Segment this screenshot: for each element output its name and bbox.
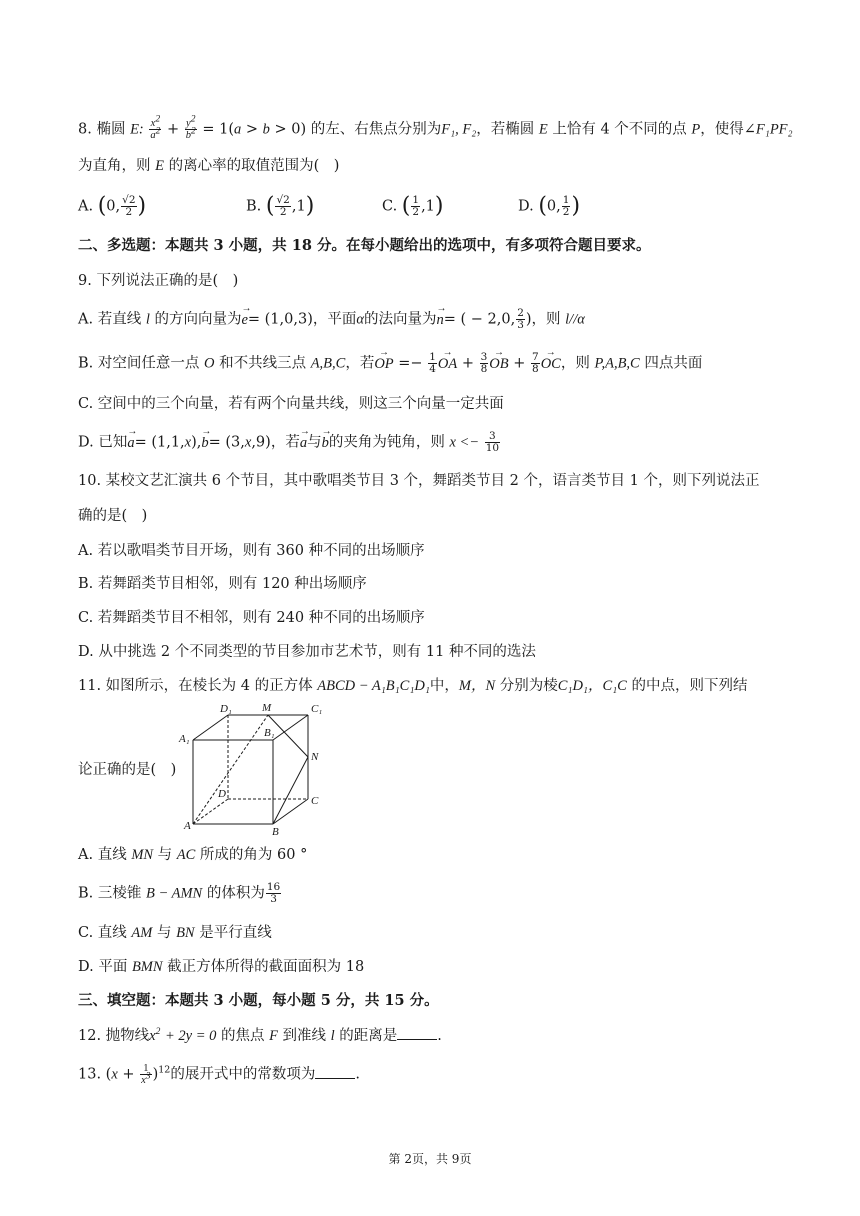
answer-blank[interactable]	[315, 1064, 355, 1079]
q13: 13. (x + $\frac{1}{x^3}$ )$^{12}$的展开式中的常数项为 .	[78, 1063, 360, 1086]
label-c1: C₁	[311, 703, 323, 715]
label-d1: D₁	[220, 703, 232, 715]
label-d: D	[218, 788, 226, 800]
label-c: C	[311, 795, 319, 807]
q8-number: 8. 椭圆	[78, 121, 126, 138]
q11-option-b: B. 三棱锥 B − AMN 的体积为 $\frac{16}{3}$	[78, 881, 281, 905]
label-n: N	[311, 751, 319, 763]
label-a: A	[184, 820, 191, 832]
q11-option-d: D. 平面 BMN 截正方体所得的截面面积为 18	[78, 959, 365, 975]
q8-line2: 为直角，则 E 的离心率的取值范围为( )	[78, 158, 340, 174]
q9-stem: 9. 下列说法正确的是( )	[78, 273, 239, 289]
q8-option-a: A. (0, $\frac{√2}{2}$ )	[78, 193, 147, 219]
label-b: B	[272, 826, 279, 838]
label-b1: B₁	[264, 727, 275, 739]
label-a1: A₁	[179, 733, 190, 745]
frac-x2-a2: $\frac{x^2}{a^2}$	[150, 114, 161, 141]
ellipse-name: E:	[130, 121, 144, 138]
q10-line1: 10. 某校文艺汇演共 6 个节目，其中歌唱类节目 3 个，舞蹈类节目 2 个，语言类节目 1 个，则下列说法正	[78, 473, 760, 489]
q10-option-b: B. 若舞蹈类节目相邻，则有 120 种出场顺序	[78, 576, 367, 592]
q10-option-c: C. 若舞蹈类节目不相邻，则有 240 种不同的出场顺序	[78, 610, 425, 626]
cube-figure	[176, 700, 336, 838]
q10-option-d: D. 从中挑选 2 个不同类型的节目参加市艺术节，则有 11 种不同的选法	[78, 644, 536, 660]
answer-blank[interactable]	[397, 1025, 437, 1040]
section3-heading: 三、填空题：本题共 3 小题，每小题 5 分，共 15 分。	[78, 992, 439, 1009]
q8-option-c: C. ( $\frac{1}{2}$ ,1)	[382, 193, 444, 219]
q9-option-a: A. 若直线 l 的方向向量为→ e= (1,0,3)，平面α的法向量为→ n= ( − 2,0, $\frac{2}{3}$ )，则 l//α	[78, 308, 585, 331]
label-m: M	[262, 702, 272, 714]
q12: 12. 抛物线$x^2 + 2y = 0$ 的焦点 F 到准线 l 的距离是 .	[78, 1025, 442, 1046]
q11-line2: 论正确的是( )	[78, 762, 177, 778]
q11-option-a: A. 直线 MN 与 AC 所成的角为 60 °	[78, 847, 308, 863]
section2-heading: 二、多选题：本题共 3 小题，共 18 分。在每小题给出的选项中，有多项符合题目要求。	[78, 237, 651, 254]
q10-option-a: A. 若以歌唱类节目开场，则有 360 种不同的出场顺序	[78, 543, 425, 559]
q10-line2: 确的是( )	[78, 508, 148, 524]
q11-line1: 11. 如图所示，在棱长为 4 的正方体 ABCD − A₁B₁C₁D₁中，M，N 分别为棱C₁D₁，C₁C 的中点，则下列结	[78, 678, 748, 694]
q8-line1: 8. 椭圆 E: $\frac{x^2}{a^2}$ + $\frac{y^2}{b^2}$ = 1(a > b > 0) 的左、右焦点分别为F₁, F₂，若椭圆 E 上恰有 4 个不同的点 P，使得∠F₁PF₂	[78, 114, 793, 141]
q9-option-c: C. 空间中的三个向量，若有两个向量共线，则这三个向量一定共面	[78, 396, 504, 412]
q9-option-d: D. 已知→ a= (1,1,x),→ b= (3,x,9)，若→ a与→ b的夹角为钝角，则 x <− $\frac{3}{10}$	[78, 431, 501, 454]
q8-option-d: D. (0, $\frac{1}{2}$ )	[518, 193, 581, 219]
page-footer: 第 2页，共 9页	[388, 1152, 472, 1166]
frac-y2-b2: $\frac{y^2}{b^2}$	[185, 114, 196, 141]
q8-option-b: B. ( $\frac{√2}{2}$ ,1)	[246, 193, 315, 219]
q11-option-c: C. 直线 AM 与 BN 是平行直线	[78, 925, 272, 941]
q9-option-b: B. 对空间任意一点 O 和不共线三点 A,B,C，若→ OP =− $\frac{1}{4}$ → OA + $\frac{3}{8}$ → OB + $\frac{7}{8}$ → OC，则 P,A,B,C 四点共面	[78, 352, 702, 375]
